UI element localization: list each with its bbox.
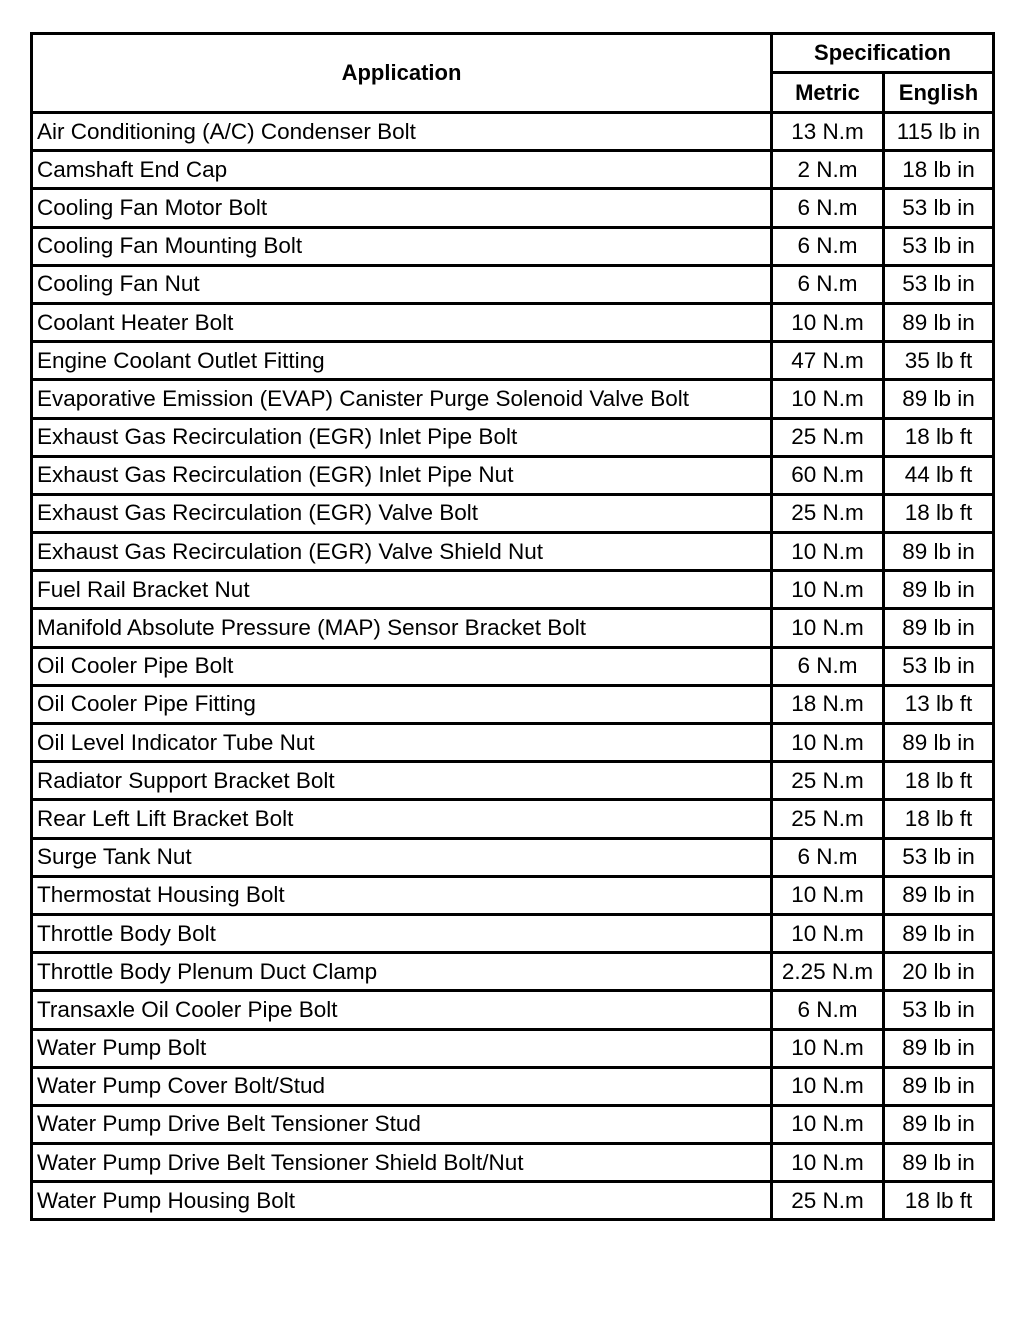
english-cell: 89 lb in [884, 724, 994, 762]
table-row [32, 647, 994, 685]
english-cell: 89 lb in [884, 609, 994, 647]
application-cell: Water Pump Housing Bolt [32, 1182, 772, 1220]
metric-cell: 2.25 N.m [772, 953, 884, 991]
english-cell: 44 lb ft [884, 456, 994, 494]
metric-cell: 6 N.m [772, 265, 884, 303]
application-cell: Water Pump Cover Bolt/Stud [32, 1067, 772, 1105]
metric-cell: 10 N.m [772, 380, 884, 418]
table-row [32, 227, 994, 265]
english-cell: 18 lb ft [884, 418, 994, 456]
table-row [32, 1067, 994, 1105]
metric-cell: 25 N.m [772, 1182, 884, 1220]
metric-cell: 47 N.m [772, 342, 884, 380]
metric-cell: 2 N.m [772, 151, 884, 189]
application-cell: Oil Level Indicator Tube Nut [32, 724, 772, 762]
application-cell: Evaporative Emission (EVAP) Canister Purge Solenoid Valve Bolt [32, 380, 772, 418]
table-row [32, 685, 994, 723]
english-cell: 115 lb in [884, 113, 994, 151]
metric-cell: 10 N.m [772, 533, 884, 571]
torque-spec-table [30, 32, 995, 1221]
metric-cell: 6 N.m [772, 991, 884, 1029]
application-cell: Air Conditioning (A/C) Condenser Bolt [32, 113, 772, 151]
application-cell: Camshaft End Cap [32, 151, 772, 189]
table-row [32, 800, 994, 838]
metric-cell: 25 N.m [772, 800, 884, 838]
metric-cell: 13 N.m [772, 113, 884, 151]
table-row [32, 953, 994, 991]
english-cell: 20 lb in [884, 953, 994, 991]
english-cell: 53 lb in [884, 227, 994, 265]
metric-cell: 25 N.m [772, 762, 884, 800]
table-body [32, 113, 994, 1220]
metric-cell: 10 N.m [772, 1067, 884, 1105]
table-row [32, 571, 994, 609]
metric-cell: 18 N.m [772, 685, 884, 723]
table-row [32, 342, 994, 380]
metric-cell: 10 N.m [772, 1105, 884, 1143]
table-row [32, 456, 994, 494]
english-cell: 18 lb in [884, 151, 994, 189]
table-row [32, 1029, 994, 1067]
application-cell: Exhaust Gas Recirculation (EGR) Inlet Pipe Bolt [32, 418, 772, 456]
table-row [32, 113, 994, 151]
english-cell: 53 lb in [884, 265, 994, 303]
english-cell: 53 lb in [884, 647, 994, 685]
application-cell: Rear Left Lift Bracket Bolt [32, 800, 772, 838]
english-cell: 89 lb in [884, 914, 994, 952]
metric-cell: 10 N.m [772, 571, 884, 609]
table-row [32, 189, 994, 227]
application-cell: Engine Coolant Outlet Fitting [32, 342, 772, 380]
table-row [32, 1182, 994, 1220]
metric-cell: 10 N.m [772, 1029, 884, 1067]
application-cell: Cooling Fan Motor Bolt [32, 189, 772, 227]
table-row [32, 494, 994, 532]
application-cell: Manifold Absolute Pressure (MAP) Sensor Bracket Bolt [32, 609, 772, 647]
table-row [32, 914, 994, 952]
metric-cell: 10 N.m [772, 1144, 884, 1182]
english-cell: 53 lb in [884, 189, 994, 227]
metric-cell: 25 N.m [772, 494, 884, 532]
metric-cell: 6 N.m [772, 838, 884, 876]
application-cell: Radiator Support Bracket Bolt [32, 762, 772, 800]
english-cell: 13 lb ft [884, 685, 994, 723]
application-header: Application [32, 34, 772, 113]
metric-cell: 10 N.m [772, 876, 884, 914]
application-cell: Throttle Body Bolt [32, 914, 772, 952]
application-cell: Cooling Fan Nut [32, 265, 772, 303]
table-row [32, 151, 994, 189]
table-row [32, 876, 994, 914]
english-cell: 18 lb ft [884, 800, 994, 838]
application-cell: Coolant Heater Bolt [32, 303, 772, 341]
metric-cell: 6 N.m [772, 189, 884, 227]
english-cell: 53 lb in [884, 991, 994, 1029]
table-row [32, 1105, 994, 1143]
application-cell: Transaxle Oil Cooler Pipe Bolt [32, 991, 772, 1029]
english-header: English [884, 73, 994, 113]
metric-cell: 10 N.m [772, 914, 884, 952]
table-row [32, 1144, 994, 1182]
english-cell: 18 lb ft [884, 494, 994, 532]
english-cell: 89 lb in [884, 1067, 994, 1105]
application-cell: Throttle Body Plenum Duct Clamp [32, 953, 772, 991]
english-cell: 18 lb ft [884, 1182, 994, 1220]
application-cell: Water Pump Drive Belt Tensioner Stud [32, 1105, 772, 1143]
application-cell: Exhaust Gas Recirculation (EGR) Valve Shield Nut [32, 533, 772, 571]
english-cell: 89 lb in [884, 1144, 994, 1182]
table-row [32, 533, 994, 571]
application-cell: Oil Cooler Pipe Bolt [32, 647, 772, 685]
english-cell: 89 lb in [884, 1105, 994, 1143]
application-cell: Oil Cooler Pipe Fitting [32, 685, 772, 723]
english-cell: 53 lb in [884, 838, 994, 876]
metric-cell: 10 N.m [772, 303, 884, 341]
table-row [32, 838, 994, 876]
application-cell: Cooling Fan Mounting Bolt [32, 227, 772, 265]
metric-cell: 6 N.m [772, 647, 884, 685]
table-row [32, 380, 994, 418]
table-row [32, 303, 994, 341]
application-cell: Fuel Rail Bracket Nut [32, 571, 772, 609]
metric-cell: 60 N.m [772, 456, 884, 494]
table-row [32, 724, 994, 762]
english-cell: 89 lb in [884, 533, 994, 571]
english-cell: 18 lb ft [884, 762, 994, 800]
application-cell: Water Pump Drive Belt Tensioner Shield Bolt/Nut [32, 1144, 772, 1182]
specification-header: Specification [772, 34, 994, 73]
english-cell: 35 lb ft [884, 342, 994, 380]
metric-cell: 6 N.m [772, 227, 884, 265]
table-row [32, 609, 994, 647]
table-row [32, 762, 994, 800]
metric-header: Metric [772, 73, 884, 113]
english-cell: 89 lb in [884, 1029, 994, 1067]
application-cell: Surge Tank Nut [32, 838, 772, 876]
metric-cell: 10 N.m [772, 724, 884, 762]
english-cell: 89 lb in [884, 303, 994, 341]
english-cell: 89 lb in [884, 571, 994, 609]
metric-cell: 10 N.m [772, 609, 884, 647]
table-row [32, 265, 994, 303]
application-cell: Thermostat Housing Bolt [32, 876, 772, 914]
application-cell: Exhaust Gas Recirculation (EGR) Inlet Pipe Nut [32, 456, 772, 494]
table-row [32, 418, 994, 456]
english-cell: 89 lb in [884, 876, 994, 914]
application-cell: Water Pump Bolt [32, 1029, 772, 1067]
application-cell: Exhaust Gas Recirculation (EGR) Valve Bolt [32, 494, 772, 532]
metric-cell: 25 N.m [772, 418, 884, 456]
table-row [32, 991, 994, 1029]
english-cell: 89 lb in [884, 380, 994, 418]
